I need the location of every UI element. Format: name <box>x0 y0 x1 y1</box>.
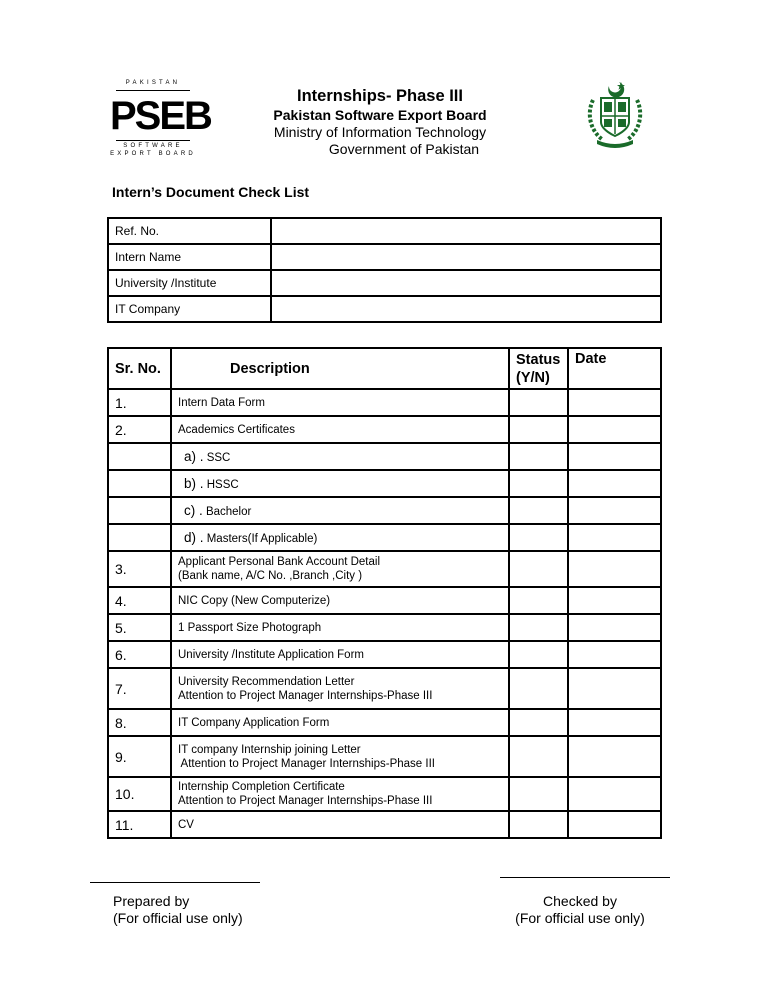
header-status-line2: (Y/N) <box>516 370 550 386</box>
prepared-by-signature-line[interactable] <box>90 882 260 883</box>
item-description: NIC Copy (New Computerize) <box>171 587 509 614</box>
item-description: University /Institute Application Form <box>171 641 509 668</box>
checked-by-note: (For official use only) <box>515 910 645 926</box>
date-cell[interactable] <box>568 709 661 736</box>
checklist-row <box>108 641 661 668</box>
item-description <box>171 551 509 587</box>
header-status <box>509 348 568 389</box>
sr-no: 9. <box>108 736 171 777</box>
checklist-row <box>108 614 661 641</box>
item-description <box>171 668 509 709</box>
date-cell[interactable] <box>568 524 661 551</box>
sr-no-empty <box>108 443 171 470</box>
status-cell[interactable] <box>509 470 568 497</box>
item-description: 1 Passport Size Photograph <box>171 614 509 641</box>
sub-item-text: SSC <box>206 452 231 464</box>
date-cell[interactable] <box>568 736 661 777</box>
pakistan-emblem-icon <box>583 78 647 150</box>
sr-no: 5. <box>108 614 171 641</box>
info-label: IT Company <box>108 296 271 322</box>
checklist-row <box>108 551 661 587</box>
checklist-row <box>108 587 661 614</box>
sub-item-text: Bachelor <box>205 506 252 518</box>
item-description <box>171 777 509 811</box>
checklist-subrow <box>108 497 661 524</box>
status-cell[interactable] <box>509 587 568 614</box>
info-row-intern-name <box>108 244 661 270</box>
header-ministry: Ministry of Information Technology <box>273 124 487 140</box>
date-cell[interactable] <box>568 668 661 709</box>
item-description: CV <box>171 811 509 838</box>
checklist-row <box>108 736 661 777</box>
document-header <box>230 86 530 158</box>
sr-no: 2. <box>108 416 171 443</box>
info-row-it-company <box>108 296 661 322</box>
logo-bottom-text-2: EXPORT BOARD <box>110 151 196 157</box>
header-org: Pakistan Software Export Board <box>273 107 487 123</box>
sr-no: 1. <box>108 389 171 416</box>
checklist-row <box>108 709 661 736</box>
status-cell[interactable] <box>509 736 568 777</box>
prepared-by-label: Prepared by <box>113 893 190 909</box>
item-description-line2: Attention to Project Manager Internships-Phase III <box>178 757 435 770</box>
sr-no-empty <box>108 497 171 524</box>
logo-rule-top <box>116 90 190 91</box>
status-cell[interactable] <box>509 524 568 551</box>
status-cell[interactable] <box>509 443 568 470</box>
status-cell[interactable] <box>509 389 568 416</box>
checklist-subrow <box>108 470 661 497</box>
item-description-line2: (Bank name, A/C No. ,Branch ,City ) <box>178 570 363 582</box>
checklist-subrow <box>108 443 661 470</box>
item-description: Intern Data Form <box>171 389 509 416</box>
sr-no-empty <box>108 524 171 551</box>
checklist-row <box>108 389 661 416</box>
item-description: IT Company Application Form <box>171 709 509 736</box>
item-description <box>171 736 509 777</box>
checklist-row <box>108 416 661 443</box>
sub-item-letter: d) . <box>184 530 204 545</box>
it-company-field[interactable] <box>271 296 661 322</box>
status-cell[interactable] <box>509 668 568 709</box>
checked-by-signature-line[interactable] <box>500 877 670 878</box>
sr-no: 11. <box>108 811 171 838</box>
checklist-row <box>108 811 661 838</box>
status-cell[interactable] <box>509 614 568 641</box>
info-row-ref-no <box>108 218 661 244</box>
date-cell[interactable] <box>568 641 661 668</box>
date-cell[interactable] <box>568 811 661 838</box>
sr-no: 3. <box>108 551 171 587</box>
sub-item <box>171 470 509 497</box>
sub-item-letter: b) . <box>184 476 204 491</box>
status-cell[interactable] <box>509 551 568 587</box>
sr-no: 7. <box>108 668 171 709</box>
item-description: Academics Certificates <box>171 416 509 443</box>
status-cell[interactable] <box>509 416 568 443</box>
university-field[interactable] <box>271 270 661 296</box>
checked-by-block <box>511 893 649 927</box>
sr-no: 8. <box>108 709 171 736</box>
sub-item-letter: a) . <box>184 449 204 464</box>
sub-item <box>171 524 509 551</box>
date-cell[interactable] <box>568 587 661 614</box>
sub-item <box>171 443 509 470</box>
item-description-line2: Attention to Project Manager Internships-Phase III <box>178 689 433 702</box>
logo-bottom-text-1: SOFTWARE <box>123 143 183 149</box>
sub-item <box>171 497 509 524</box>
sr-no: 4. <box>108 587 171 614</box>
sub-item-text: HSSC <box>206 479 239 491</box>
logo-rule-bottom <box>116 140 190 141</box>
info-label: Intern Name <box>108 244 271 270</box>
item-description-line2: Attention to Project Manager Internships-Phase III <box>178 795 433 807</box>
pseb-logo <box>110 80 211 160</box>
date-cell[interactable] <box>568 551 661 587</box>
date-cell[interactable] <box>568 443 661 470</box>
sr-no-empty <box>108 470 171 497</box>
prepared-by-block <box>113 893 243 927</box>
item-description-line1: IT company Internship joining Letter <box>178 743 361 756</box>
date-cell[interactable] <box>568 470 661 497</box>
date-cell[interactable] <box>568 416 661 443</box>
checklist-header-row <box>108 348 661 389</box>
status-cell[interactable] <box>509 709 568 736</box>
status-cell[interactable] <box>509 641 568 668</box>
status-cell[interactable] <box>509 811 568 838</box>
date-cell[interactable] <box>568 497 661 524</box>
checklist-row <box>108 777 661 811</box>
date-cell[interactable] <box>568 777 661 811</box>
checked-by-label: Checked by <box>543 893 617 909</box>
info-label: Ref. No. <box>108 218 271 244</box>
checklist-row <box>108 668 661 709</box>
sr-no: 10. <box>108 777 171 811</box>
sub-item-text: Masters(If Applicable) <box>206 533 318 545</box>
header-status-line1: Status <box>516 352 561 368</box>
status-cell[interactable] <box>509 777 568 811</box>
sr-no: 6. <box>108 641 171 668</box>
ref-no-field[interactable] <box>271 218 661 244</box>
header-government: Government of Pakistan <box>328 141 480 157</box>
checklist-subrow <box>108 524 661 551</box>
intern-name-field[interactable] <box>271 244 661 270</box>
date-cell[interactable] <box>568 389 661 416</box>
header-description: Description <box>171 348 509 389</box>
date-cell[interactable] <box>568 614 661 641</box>
intern-info-table <box>107 217 662 323</box>
item-description-line1: Internship Completion Certificate <box>178 781 345 793</box>
info-label: University /Institute <box>108 270 271 296</box>
item-description-line1: Applicant Personal Bank Account Detail <box>178 556 381 568</box>
item-description-line1: University Recommendation Letter <box>178 675 355 688</box>
header-date: Date <box>568 348 661 389</box>
info-row-university <box>108 270 661 296</box>
logo-top-text: PAKISTAN <box>125 80 181 86</box>
prepared-by-note: (For official use only) <box>113 910 243 926</box>
header-title: Internships- Phase III <box>297 87 463 105</box>
header-sr-no: Sr. No. <box>108 348 171 389</box>
sub-item-letter: c) . <box>184 503 203 518</box>
logo-mark: PSEB <box>110 94 211 138</box>
document-title: Intern’s Document Check List <box>112 184 310 200</box>
document-checklist-table <box>107 347 662 839</box>
status-cell[interactable] <box>509 497 568 524</box>
